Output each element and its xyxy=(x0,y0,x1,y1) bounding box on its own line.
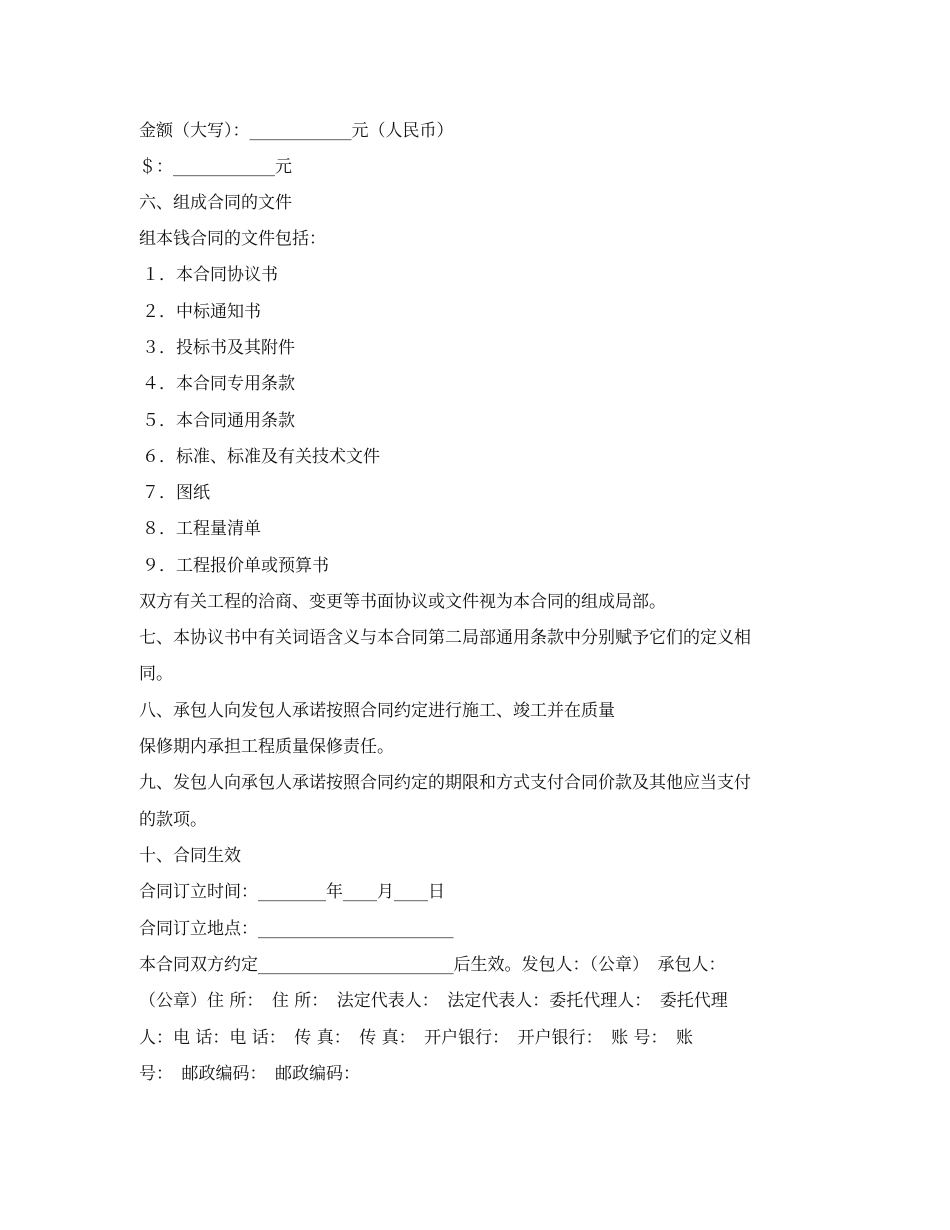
signature-fields-line: （公章）住 所： 住 所： 法定代表人： 法定代表人：委托代理人： 委托代理 xyxy=(139,991,728,1011)
list-item: ２．中标通知书 xyxy=(142,302,261,322)
paragraph-line: 双方有关工程的洽商、变更等书面协议或文件视为本合同的组成局部。 xyxy=(139,592,666,612)
paragraph-line: 保修期内承担工程质量保修责任。 xyxy=(139,737,394,757)
section-seven-line: 七、本协议书中有关词语含义与本合同第二局部通用条款中分别赋予它们的定义相 xyxy=(139,628,751,648)
effective-line: 本合同双方约定_______________________后生效。发包人：（公章） 承包人： xyxy=(139,955,726,975)
paragraph-line: 的款项。 xyxy=(139,810,207,830)
section-nine-line: 九、发包人向承包人承诺按照合同约定的期限和方式支付合同价款及其他应当支付 xyxy=(139,773,751,793)
list-item: ６．标准、标准及有关技术文件 xyxy=(142,447,380,467)
list-item: ４．本合同专用条款 xyxy=(142,374,295,394)
list-item: ３．投标书及其附件 xyxy=(142,338,295,358)
list-item: １．本合同协议书 xyxy=(142,265,278,285)
list-item: ５．本合同通用条款 xyxy=(142,411,295,431)
paragraph-line: 同。 xyxy=(139,664,173,684)
list-item: ９．工程报价单或预算书 xyxy=(142,556,329,576)
amount-in-words-line: 金额（大写）：____________元（人民币） xyxy=(139,121,454,141)
section-six-heading: 六、组成合同的文件 xyxy=(139,193,292,213)
list-item: ７．图纸 xyxy=(142,483,210,503)
amount-dollar-line: ＄：____________元 xyxy=(139,157,292,177)
list-item: ８．工程量清单 xyxy=(142,519,261,539)
contract-docs-intro: 组本钱合同的文件包括： xyxy=(139,229,326,249)
signing-place-line: 合同订立地点：_______________________ xyxy=(139,919,454,939)
signing-date-line: 合同订立时间：________年____月____日 xyxy=(139,882,445,902)
section-eight-line: 八、承包人向发包人承诺按照合同约定进行施工、竣工并在质量 xyxy=(139,701,615,721)
signature-fields-line: 人：电 话：电 话： 传 真： 传 真： 开户银行： 开户银行： 账 号： 账 xyxy=(139,1028,694,1048)
section-ten-heading: 十、合同生效 xyxy=(139,846,241,866)
signature-fields-line: 号： 邮政编码： 邮政编码： xyxy=(139,1064,360,1084)
